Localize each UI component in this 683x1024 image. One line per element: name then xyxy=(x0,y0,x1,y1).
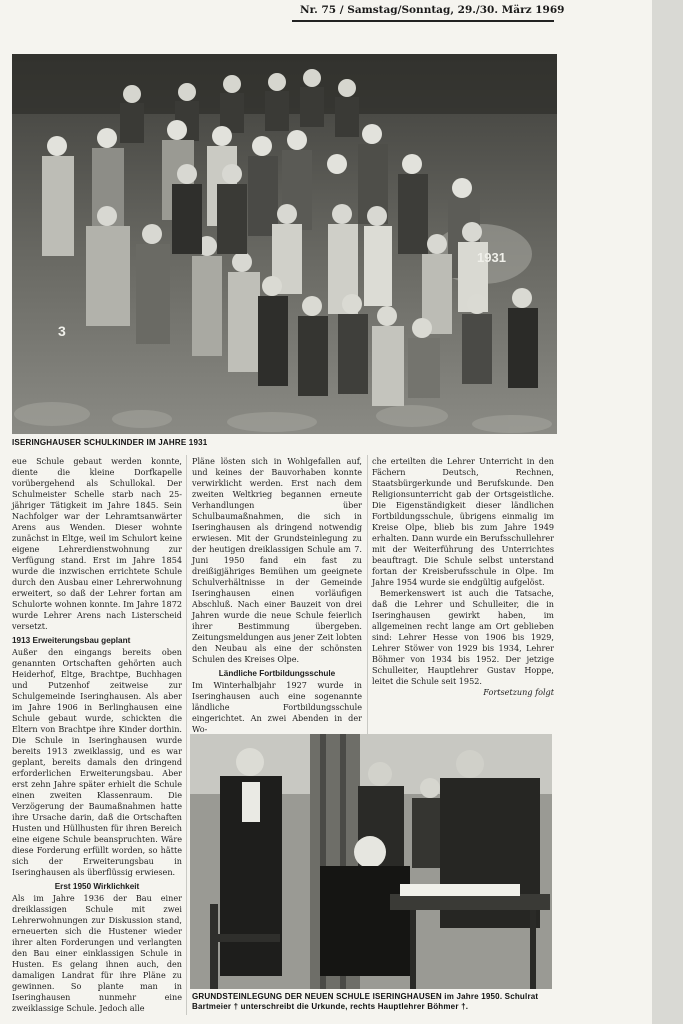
paragraph: Bemerkenswert ist auch die Tatsache, daß die Lehrer und Schulleiter, die in Iseringhausen gewirkt haben, im allgemeinen recht lange am Ort geblieben sind: Lehrer Hesse von 1906 bis 1929, Lehrer Stöwer von 1929 bis 1934, Lehrer Böhmer von 1934 bis 1952. Der jetzige Schulleiter, Hauptlehrer Gustav Hoppe, leitet die Schule seit 1952. xyxy=(372,588,554,686)
article-column-1 xyxy=(12,456,182,1022)
subheading: 1913 Erweiterungsbau geplant xyxy=(12,636,131,645)
fold-line xyxy=(186,455,187,1015)
paragraph: che erteilten die Lehrer Unterricht in den Fächern Deutsch, Rechnen, Staatsbürgerkunde und Berufskunde. Den Religionsunterricht gab der Ortsgeistliche. Die Eigenständigkeit dieser ländlichen Fortbildungsschule, übrigens einmalig im Kreise Olpe, blieb bis zum Jahre 1949 erhalten. Dann wurde ein Berufsschullehrer mit der Weiterführung des Unterrichtes beauftragt. Die Schule selbst unterstand fortan der Kreisberufsschule in Olpe. Im Jahre 1954 wurde sie endgültig aufgelöst. xyxy=(372,456,554,587)
paragraph: Außer den eingangs bereits oben genannten Ortschaften gehörten auch Heiderhof, Eltge, Brachtpe, Buchhagen und Putzenhof zeitweise zur Schulgemeinde Iseringhausen. Als aber im Jahre 1906 in Berlinghausen eine Schule gebaut wurde, schickten die Eltern von Brachtpe ihre Kinder dorthin. Die Schule in Iseringhausen wurde bereits 1913 zweiklassig, und es war geplant, bereits damals den dringend erforderlichen Erweiterungsbau. Aber erst zehn Jahre später erhielt die Schule einen zweiten Klassenraum. Die Verzögerung der Baumaßnahmen hatte ihre Ursache darin, daß die Ortschaften Husten und Hüllhusten für ihren Bereich eine eigene Schule beanspruchten. Wäre diese Forderung erfüllt worden, so hätte sich der Erweiterungsbau in Iseringhausen als überflüssig erwiesen. xyxy=(12,647,182,877)
continuation-note: Fortsetzung folgt xyxy=(483,687,554,697)
paragraph: Pläne lösten sich in Wohlgefallen auf, und keines der Bauvorhaben konnte verwirklicht werden. Erst nach dem zweiten Weltkrieg begannen erneute Verhandlungen über Schulbaumaßnahmen, die sich in Iseringhausen als dringend notwendig erwiesen. Mit der Grundsteinlegung zu der heutigen dreiklassigen Schule am 7. Juni 1950 fand ein fast zu dreißigjähriges Bemühen um geeignete Schulverhältnisse in der Gemeinde Iseringhausen einen vorläufigen Abschluß. Nach einer Bauzeit von drei Jahren wurde die neue Schule feierlich ihrer Bestimmung übergeben. Zeitungsmeldungen aus jener Zeit lobten den Neubau als eine der schönsten Schulen des Kreises Olpe. xyxy=(192,456,362,664)
header-rule xyxy=(292,20,554,22)
number-mark: 3 xyxy=(58,323,66,339)
article-column-2 xyxy=(192,456,362,734)
issue-header: Nr. 75 / Samstag/Sonntag, 29./30. März 1969 xyxy=(300,4,565,16)
article-column-3 xyxy=(372,456,554,728)
paragraph: eue Schule gebaut werden konnte, diente die kleine Dorfkapelle vorübergehend als Schullokal. Der Schulmeister Schelle starb nach 25-jähriger Tätigkeit im Jahre 1845. Sein Nachfolger war der Lehramtsanwärter Arens aus Wenden. Dieser wohnte zunächst in Eltge, weil im Schulort keine eigene Lehrerdienstwohnung zur Verfügung stand. Erst im Jahre 1854 wurde die inzwischen errichtete Schule durch den Ausbau einer Lehrerwohnung erweitert, so daß der Lehrer fortan am Schulorte wohnen konnte. Im Jahre 1872 wurde Lehrer Arens nach Listerscheid versetzt. xyxy=(12,456,182,631)
scan-edge xyxy=(652,0,683,1024)
paragraph: Im Winterhalbjahr 1927 wurde in Iseringhausen auch eine sogenannte ländliche Fortbildungsschule eingerichtet. An zwei Abenden in der Wo- xyxy=(192,680,362,734)
photo-caption-1950: GRUNDSTEINLEGUNG DER NEUEN SCHULE ISERINGHAUSEN im Jahre 1950. Schulrat Bartmeier † unterschreibt die Urkunde, rechts Hauptlehrer Böhmer †. xyxy=(192,992,539,1011)
fold-line-2 xyxy=(367,455,368,735)
year-mark: 1931 xyxy=(477,250,506,265)
subheading: Ländliche Fortbildungsschule xyxy=(218,669,336,678)
subheading: Erst 1950 Wirklichkeit xyxy=(54,882,140,891)
groundbreaking-photo xyxy=(190,734,552,989)
photo-caption-1931: ISERINGHAUSER SCHULKINDER IM JAHRE 1931 xyxy=(12,438,208,447)
school-class-photo xyxy=(12,54,557,434)
paragraph: Als im Jahre 1936 der Bau einer dreiklassigen Schule mit zwei Lehrerwohnungen zur Diskussion stand, erneuerten sich die Hustener wieder ihrer alten Forderungen und verlangten den Bau einer einklassigen Schule in Husten. Es gelang ihnen auch, den damaligen Landrat für ihre Pläne zu gewinnen. So plante man in Iseringhausen nunmehr eine zweiklassige Schule. Jedoch alle xyxy=(12,893,182,1013)
